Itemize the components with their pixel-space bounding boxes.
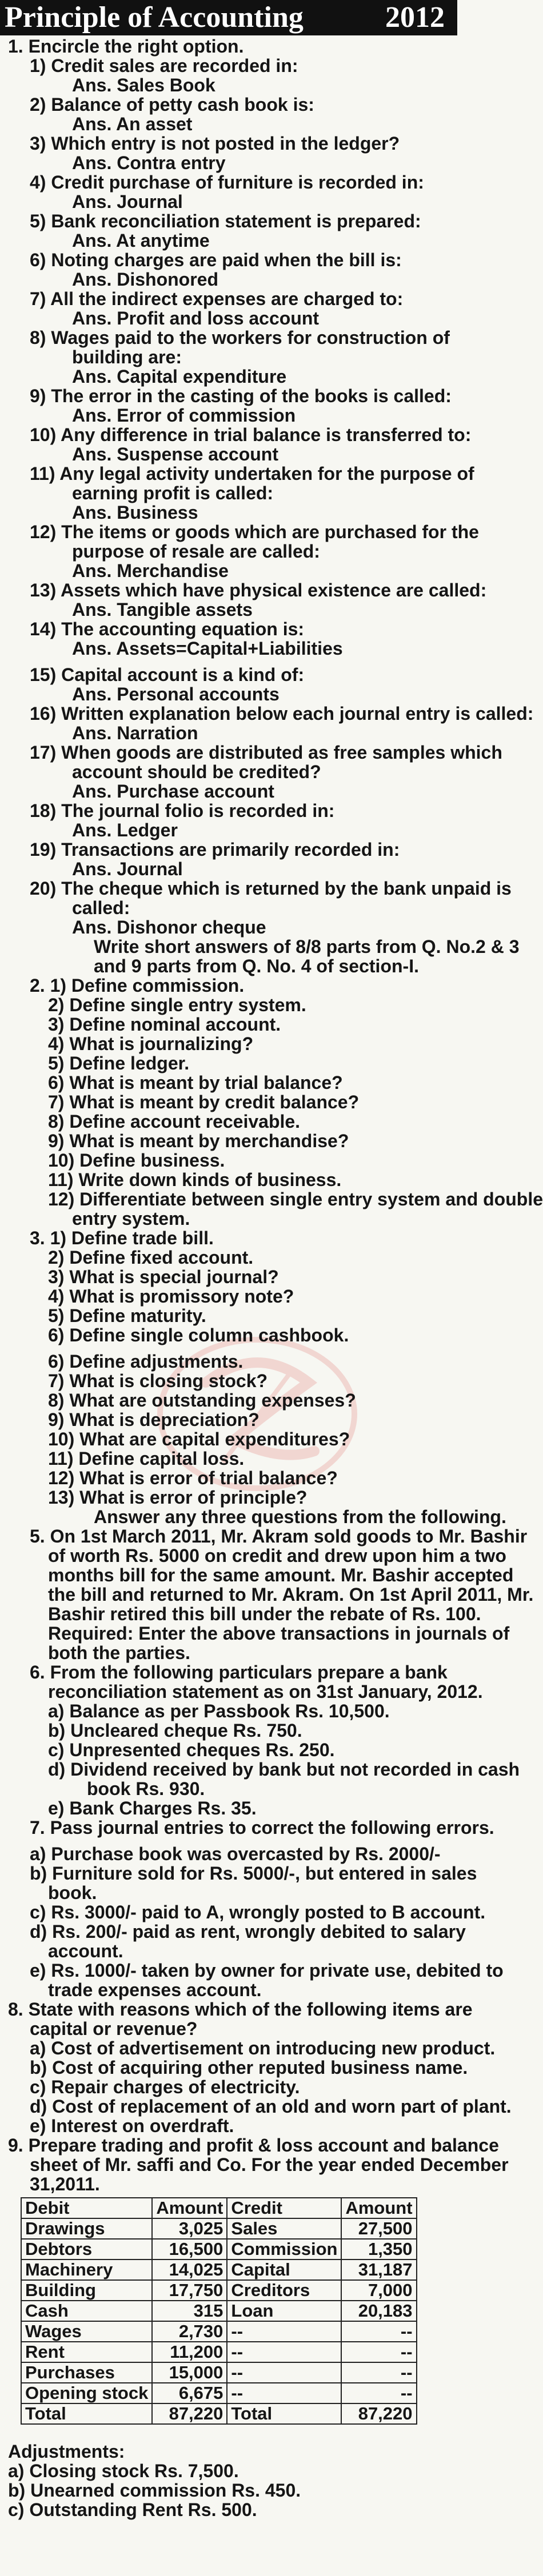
q3-item: 6) Define adjustments. [48, 1351, 243, 1372]
mcq-question: 19) Transactions are primarily recorded in: [30, 839, 400, 860]
q8-item: e) Interest on overdraft. [30, 2116, 234, 2136]
q2-list [8, 975, 543, 1229]
table-cell: 7,000 [341, 2280, 416, 2301]
table-cell: Cash [21, 2301, 152, 2321]
q6-item: e) Bank Charges Rs. 35. [48, 1798, 257, 1818]
mcq-question-cont: account should be credited? [72, 762, 321, 782]
q3-item: 5) Define maturity. [48, 1305, 206, 1326]
mcq-question: 10) Any difference in trial balance is transferred to: [30, 424, 472, 445]
mcq-question: 1) Credit sales are recorded in: [30, 55, 298, 76]
table-cell: Drawings [21, 2218, 152, 2239]
q6-block [8, 1662, 520, 1818]
q6-item-cont: book Rs. 930. [87, 1778, 205, 1799]
table-cell: 20,183 [341, 2301, 416, 2321]
mcq-question: 9) The error in the casting of the books is called: [30, 386, 452, 406]
mcq-answer: Ans. Personal accounts [72, 684, 280, 704]
mcq-answer: Ans. Dishonor cheque [72, 917, 266, 938]
q2-item: 2) Define single entry system. [48, 995, 306, 1015]
table-cell: 315 [152, 2301, 227, 2321]
table-cell: -- [227, 2362, 341, 2383]
q2-item: 5) Define ledger. [48, 1053, 190, 1073]
mcq-question: 5) Bank reconciliation statement is prepared: [30, 211, 421, 231]
q8-intro: capital or revenue? [30, 2018, 198, 2039]
q3-item: 3) What is special journal? [48, 1267, 279, 1287]
q6-item: a) Balance as per Passbook Rs. 10,500. [48, 1701, 390, 1721]
mcq-question: 8) Wages paid to the workers for construction of [30, 327, 450, 348]
adjustments-title: Adjustments: [8, 2441, 125, 2462]
q3-item: 10) What are capital expenditures? [48, 1429, 350, 1449]
q3-list [8, 1228, 449, 1507]
table-cell: 87,220 [341, 2403, 416, 2424]
q2-item: 10) Define business. [48, 1150, 225, 1171]
table-row [21, 2321, 417, 2342]
q3-item: 9) What is depreciation? [48, 1409, 259, 1430]
mcq-question-cont: earning profit is called: [72, 483, 274, 503]
mcq-answer: Ans. Tangible assets [72, 599, 253, 620]
q3-item: 12) What is error of trial balance? [48, 1468, 338, 1488]
table-cell: 6,675 [152, 2383, 227, 2403]
q2-item: 6) What is meant by trial balance? [48, 1072, 343, 1093]
section1-instruction: 1. Encircle the right option. [8, 36, 244, 57]
table-header-cell: Amount [152, 2198, 227, 2218]
table-cell: 11,200 [152, 2342, 227, 2362]
mcq-question: 17) When goods are distributed as free samples which [30, 742, 502, 763]
mcq-answer: Ans. At anytime [72, 230, 210, 251]
mcq-question: 13) Assets which have physical existence are called: [30, 580, 487, 600]
mcq-answer: Ans. Merchandise [72, 560, 229, 581]
q3-item: 8) What are outstanding expenses? [48, 1390, 356, 1411]
q5-line: 5. On 1st March 2011, Mr. Akram sold goods to Mr. Bashir [30, 1526, 528, 1547]
table-cell: Sales [227, 2218, 341, 2239]
q7-item-cont: trade expenses account. [48, 1980, 262, 2000]
q2-item: 3) Define nominal account. [48, 1014, 281, 1035]
q5-block [8, 1526, 534, 1663]
table-cell: -- [227, 2321, 341, 2342]
mcq-question: 6) Noting charges are paid when the bill is: [30, 250, 402, 270]
table-header-cell: Credit [227, 2198, 341, 2218]
mcq-question: 18) The journal folio is recorded in: [30, 800, 335, 821]
mcq-question: 2) Balance of petty cash book is: [30, 94, 314, 115]
table-header-cell: Debit [21, 2198, 152, 2218]
q7-item: b) Furniture sold for Rs. 5000/-, but entered in sales [30, 1863, 477, 1884]
mcq-answer: Ans. Business [72, 502, 198, 523]
table-cell: Machinery [21, 2259, 152, 2280]
table-cell: Creditors [227, 2280, 341, 2301]
table-cell: 31,187 [341, 2259, 416, 2280]
adjustment-item: a) Closing stock Rs. 7,500. [8, 2461, 239, 2481]
table-header-cell: Amount [341, 2198, 416, 2218]
table-row [21, 2239, 417, 2259]
table-row [21, 2280, 417, 2301]
q2-item: 12) Differentiate between single entry system and double [48, 1189, 543, 1209]
mcq-question-cont: purpose of resale are called: [72, 541, 320, 562]
q8-block [8, 1999, 512, 2136]
table-row [21, 2259, 417, 2280]
table-cell: Loan [227, 2301, 341, 2321]
mcq-answer: Ans. Profit and loss account [72, 308, 320, 328]
q7-item-cont: book. [48, 1882, 97, 1903]
mcq-question: 12) The items or goods which are purchased for the [30, 522, 479, 542]
table-cell: 87,220 [152, 2403, 227, 2424]
table-cell: -- [227, 2383, 341, 2403]
mcq-question: 4) Credit purchase of furniture is recorded in: [30, 172, 424, 193]
q2-item: 9) What is meant by merchandise? [48, 1131, 349, 1151]
q2-item: 7) What is meant by credit balance? [48, 1092, 360, 1112]
q6-intro: reconciliation statement as on 31st January, 2012. [48, 1681, 483, 1702]
adjustment-item: b) Unearned commission Rs. 450. [8, 2480, 301, 2501]
table-row [21, 2342, 417, 2362]
q2-item: 4) What is journalizing? [48, 1033, 254, 1054]
q2-item: 2. 1) Define commission. [30, 975, 245, 996]
q7-item: c) Rs. 3000/- paid to A, wrongly posted to B account. [30, 1902, 486, 1922]
table-cell: Total [21, 2403, 152, 2424]
table-cell: -- [341, 2321, 416, 2342]
mcq-answer: Ans. Error of commission [72, 405, 296, 426]
table-cell: Rent [21, 2342, 152, 2362]
table-cell: -- [341, 2383, 416, 2403]
q5-line: Bashir retired this bill under the rebate of Rs. 100. [48, 1604, 481, 1624]
q8-item: d) Cost of replacement of an old and worn part of plant. [30, 2096, 512, 2117]
table-cell: 1,350 [341, 2239, 416, 2259]
table-cell: Purchases [21, 2362, 152, 2383]
table-row [21, 2218, 417, 2239]
q3-item: 6) Define single column cashbook. [48, 1325, 349, 1345]
q7-intro: 7. Pass journal entries to correct the following errors. [30, 1817, 494, 1838]
q9-block [8, 2135, 509, 2520]
q6-item: b) Uncleared cheque Rs. 750. [48, 1720, 302, 1741]
mcq-answer: Ans. Capital expenditure [72, 366, 287, 387]
long-instruction: Answer any three questions from the following. [94, 1507, 506, 1527]
q8-item: a) Cost of advertisement on introducing new product. [30, 2038, 496, 2058]
mcq-answer: Ans. Suspense account [72, 444, 278, 464]
trial-balance-table [21, 2197, 417, 2425]
mcq-answer: Ans. Journal [72, 191, 183, 212]
page-header [0, 0, 457, 35]
q7-item-cont: account. [48, 1941, 123, 1961]
q9-intro: 9. Prepare trading and profit & loss account and balance [8, 2135, 499, 2156]
q3-item: 2) Define fixed account. [48, 1247, 254, 1268]
table-cell: 17,750 [152, 2280, 227, 2301]
table-cell: 15,000 [152, 2362, 227, 2383]
paper-title: Principle of Accounting [5, 1, 304, 34]
table-cell: 16,500 [152, 2239, 227, 2259]
paper-content [8, 36, 543, 2520]
mcq-answer: Ans. Purchase account [72, 781, 274, 802]
adjustment-item: c) Outstanding Rent Rs. 500. [8, 2499, 257, 2520]
mcq-answer: Ans. Assets=Capital+Liabilities [72, 638, 343, 659]
table-cell: 27,500 [341, 2218, 416, 2239]
table-cell: Wages [21, 2321, 152, 2342]
mcq-answer: Ans. An asset [72, 114, 193, 134]
q2-item: 11) Write down kinds of business. [48, 1169, 342, 1190]
mcq-answer: Ans. Sales Book [72, 75, 215, 95]
q5-line: both the parties. [48, 1642, 190, 1663]
q6-item: d) Dividend received by bank but not recorded in cash [48, 1759, 520, 1780]
table-header-row [21, 2198, 417, 2218]
table-cell: Debtors [21, 2239, 152, 2259]
q5-line: Required: Enter the above transactions in journals of [48, 1623, 510, 1644]
mcq-question: 14) The accounting equation is: [30, 619, 305, 639]
mcq-answer: Ans. Journal [72, 859, 183, 879]
table-cell: Opening stock [21, 2383, 152, 2403]
table-cell: -- [227, 2342, 341, 2362]
q3-item: 7) What is closing stock? [48, 1371, 268, 1391]
mcq-answer: Ans. Dishonored [72, 269, 219, 290]
q6-item: c) Unpresented cheques Rs. 250. [48, 1740, 335, 1760]
table-total-row [21, 2403, 417, 2424]
table-cell: Commission [227, 2239, 341, 2259]
mcq-question: 7) All the indirect expenses are charged to: [30, 289, 404, 309]
q8-item: b) Cost of acquiring other reputed business name. [30, 2057, 468, 2078]
table-cell: 2,730 [152, 2321, 227, 2342]
q7-block [8, 1817, 504, 2000]
q3-item: 11) Define capital loss. [48, 1448, 245, 1469]
q9-intro: 31,2011. [30, 2174, 100, 2194]
mcq-answer: Ans. Narration [72, 723, 198, 743]
short-instruction: and 9 parts from Q. No. 4 of section-I. [94, 956, 419, 976]
table-cell: 3,025 [152, 2218, 227, 2239]
table-cell: -- [341, 2362, 416, 2383]
paper-year: 2012 [385, 1, 445, 34]
q3-item: 3. 1) Define trade bill. [30, 1228, 214, 1248]
q2-item-cont: entry system. [72, 1208, 190, 1229]
mcq-question-cont: building are: [72, 347, 182, 367]
q5-line: the bill and returned to Mr. Akram. On 1st April 2011, Mr. [48, 1584, 534, 1605]
table-cell: Building [21, 2280, 152, 2301]
q6-intro: 6. From the following particulars prepare a bank [30, 1662, 448, 1682]
q3-item: 4) What is promissory note? [48, 1286, 294, 1307]
mcq-answer: Ans. Contra entry [72, 153, 226, 173]
q9-intro: sheet of Mr. saffi and Co. For the year ended December [30, 2154, 509, 2175]
mcq-question: 3) Which entry is not posted in the ledger? [30, 133, 400, 154]
mcq-question: 15) Capital account is a kind of: [30, 664, 305, 685]
mcq-question-cont: called: [72, 898, 130, 918]
table-row [21, 2301, 417, 2321]
mcq-question: 11) Any legal activity undertaken for the purpose of [30, 463, 474, 484]
q3-item: 13) What is error of principle? [48, 1487, 308, 1508]
table-cell: 14,025 [152, 2259, 227, 2280]
q8-item: c) Repair charges of electricity. [30, 2077, 300, 2097]
table-row [21, 2383, 417, 2403]
q7-item: d) Rs. 200/- paid as rent, wrongly debited to salary [30, 1921, 466, 1942]
mcq-question: 20) The cheque which is returned by the bank unpaid is [30, 878, 512, 899]
table-cell: -- [341, 2342, 416, 2362]
short-instruction: Write short answers of 8/8 parts from Q. No.2 & 3 [94, 936, 520, 957]
mcq-list [8, 55, 534, 938]
q5-line: months bill for the same amount. Mr. Bashir accepted [48, 1565, 514, 1585]
table-cell: Capital [227, 2259, 341, 2280]
q8-intro: 8. State with reasons which of the following items are [8, 1999, 473, 2020]
q7-item: a) Purchase book was overcasted by Rs. 2000/- [30, 1844, 441, 1864]
table-row [21, 2362, 417, 2383]
q5-line: of worth Rs. 5000 on credit and drew upon him a two [48, 1545, 506, 1566]
mcq-question: 16) Written explanation below each journal entry is called: [30, 703, 534, 724]
table-cell: Total [227, 2403, 341, 2424]
q2-item: 8) Define account receivable. [48, 1111, 301, 1132]
mcq-answer: Ans. Ledger [72, 820, 178, 840]
q7-item: e) Rs. 1000/- taken by owner for private use, debited to [30, 1960, 504, 1981]
